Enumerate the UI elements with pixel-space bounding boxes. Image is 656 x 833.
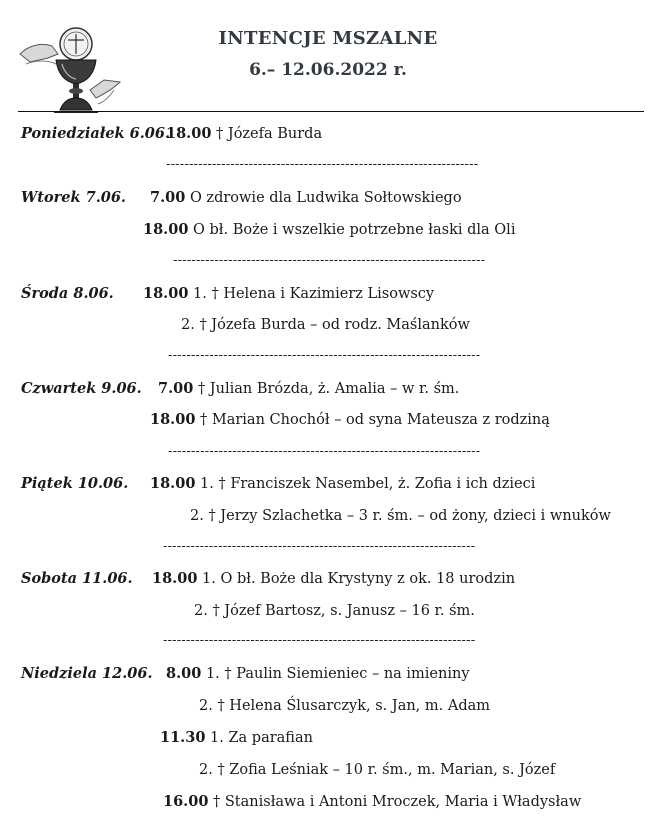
day-label-thursday: Czwartek 9.06. [21,380,142,397]
mass-intention: † Marian Chochół – od syna Mateusza z rodziną [200,412,550,428]
mass-intention: 2. † Józefa Burda – od rodz. Maślanków [181,317,470,333]
mass-entry [143,221,515,239]
day-label-wednesday: Środa 8.06. [21,285,114,302]
mass-entry [166,125,322,143]
mass-time: 11.30 [160,729,206,746]
day-label-friday: Piątek 10.06. [21,475,129,492]
mass-entry [166,665,470,683]
day-label-monday: Poniedziałek 6.06. [21,125,171,142]
day-separator: -------------------------------------------------------------------- [168,348,481,363]
mass-intention: 1. † Helena i Kazimierz Lisowscy [193,286,435,302]
mass-time: 18.00 [152,570,198,587]
mass-time: 7.00 [158,380,194,397]
day-label-saturday: Sobota 11.06. [21,570,133,587]
mass-entry [160,729,313,747]
mass-time: 18.00 [166,125,212,142]
mass-entry [143,285,434,303]
mass-intention: † Stanisława i Antoni Mroczek, Maria i Władysław [213,794,582,810]
mass-intention: O bł. Boże i wszelkie potrzebne łaski dla Oli [193,222,516,238]
date-range: 6.– 12.06.2022 r. [249,60,407,80]
mass-intention: 1. Za parafian [210,730,313,746]
mass-time: 18.00 [150,411,196,428]
mass-time: 18.00 [143,285,189,302]
mass-entry [190,507,611,525]
mass-intention: 2. † Helena Ślusarczyk, s. Jan, m. Adam [199,698,491,714]
mass-entry [150,411,550,429]
mass-entry [194,602,475,620]
mass-intention: 2. † Józef Bartosz, s. Janusz – 16 r. śm. [194,603,475,619]
mass-intention: † Józefa Burda [216,126,323,142]
mass-entry [150,475,535,493]
mass-entry [152,570,515,588]
header-divider [18,111,644,112]
day-separator: -------------------------------------------------------------------- [168,444,481,459]
day-separator: -------------------------------------------------------------------- [166,157,479,172]
mass-intention: 1. † Franciszek Nasembel, ż. Zofia i ich dzieci [200,476,536,492]
mass-time: 8.00 [166,665,202,682]
mass-intention: 1. O bł. Boże dla Krystyny z ok. 18 urodzin [202,571,516,587]
day-separator: -------------------------------------------------------------------- [173,253,486,268]
day-separator: -------------------------------------------------------------------- [163,539,476,554]
mass-entry [163,793,581,811]
day-separator: -------------------------------------------------------------------- [163,633,476,648]
mass-entry [199,761,555,779]
mass-intention: 1. † Paulin Siemieniec – na imieniny [205,666,470,682]
page-title: INTENCJE MSZALNE [218,28,438,49]
mass-entry [181,316,470,334]
day-label-tuesday: Wtorek 7.06. [21,189,126,206]
day-label-sunday: Niedziela 12.06. [21,665,153,682]
mass-time: 7.00 [150,189,186,206]
mass-time: 18.00 [150,475,196,492]
mass-time: 18.00 [143,221,189,238]
mass-intention: 2. † Jerzy Szlachetka – 3 r. śm. – od żony, dzieci i wnuków [190,508,611,524]
mass-entry [199,697,490,715]
mass-intention: † Julian Brózda, ż. Amalia – w r. śm. [197,381,460,397]
mass-entry [150,189,462,207]
mass-time: 16.00 [163,793,209,810]
mass-intention: O zdrowie dla Ludwika Sołtowskiego [189,190,462,206]
mass-intention: 2. † Zofia Leśniak – 10 r. śm., m. Marian, s. Józef [199,762,556,778]
mass-entry [158,380,459,398]
